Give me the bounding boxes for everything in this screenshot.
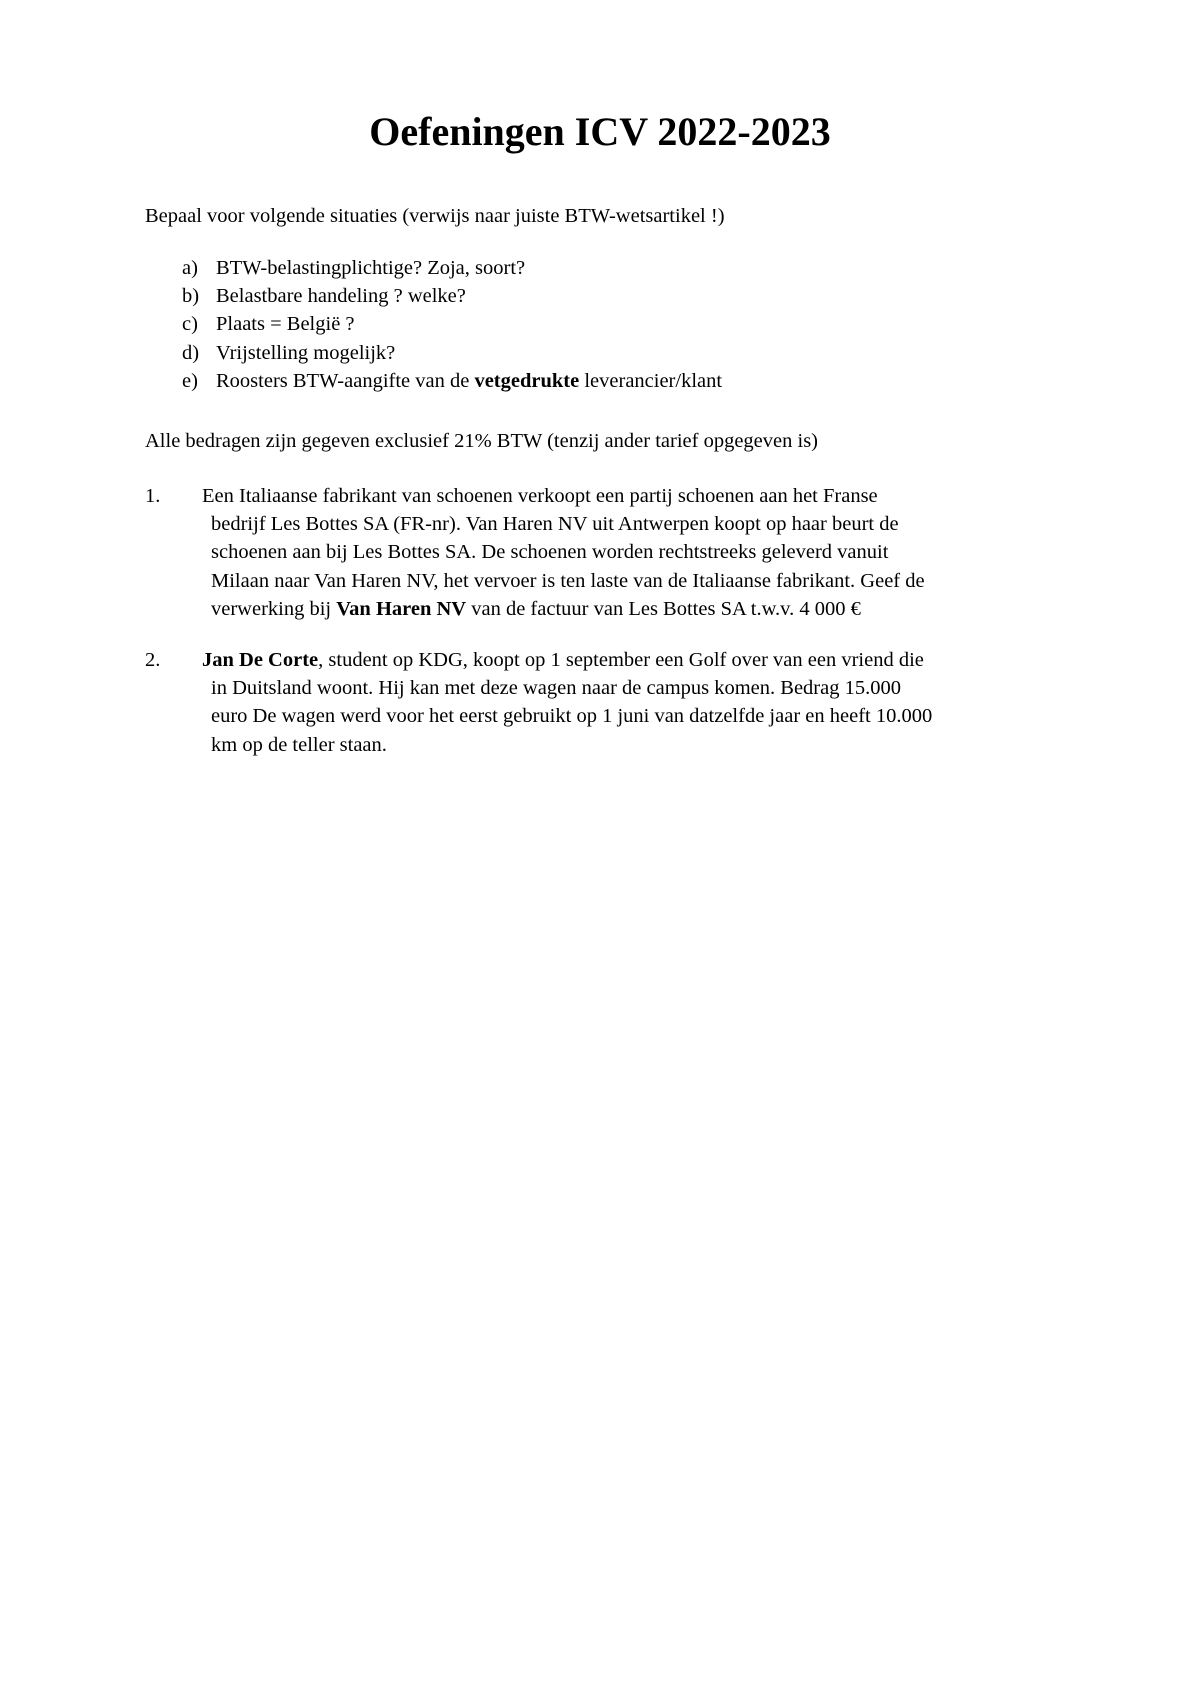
exercise-bold-text: Jan De Corte [202,649,319,671]
criteria-text: Roosters BTW-aangifte van de [216,369,475,392]
exercise-2 [145,646,1065,759]
criteria-text: Belastbare handeling ? welke? [216,285,466,308]
exercise-body [145,646,1065,759]
criteria-marker: e) [182,369,198,392]
criteria-item [182,282,722,310]
criteria-marker: d) [182,341,200,364]
exercise-text: van de factuur van Les Bottes SA t.w.v. 4 000 € [466,597,861,620]
exercise-text: verwerking bij [211,597,337,620]
criteria-text: Vrijstelling mogelijk? [216,341,396,364]
criteria-item [182,367,722,395]
exercise-line [202,646,1065,674]
exercise-line: bedrijf Les Bottes SA (FR-nr). Van Haren NV uit Antwerpen koopt op haar beurt de [211,513,899,536]
exercise-1 [145,482,1065,623]
exercise-bold-text: Van Haren NV [336,597,467,620]
document-title: Oefeningen ICV 2022-2023 [369,109,831,154]
exercise-line [202,595,1065,623]
criteria-text: BTW-belastingplichtige? Zoja, soort? [216,257,526,279]
intro-text: Bepaal voor volgende situaties (verwijs naar juiste BTW-wetsartikel !) [145,205,725,227]
criteria-marker: c) [182,313,198,336]
exercise-line: euro De wagen werd voor het eerst gebruikt op 1 juni van datzelfde jaar en heeft 10.000 [211,705,933,728]
exercise-line: Een Italiaanse fabrikant van schoenen verkoopt een partij schoenen aan het Franse [202,485,878,507]
criteria-item [182,310,722,338]
exercise-line: schoenen aan bij Les Bottes SA. De schoenen worden rechtstreeks geleverd vanuit [211,541,889,564]
criteria-bold-text: vetgedrukte [474,369,580,392]
criteria-marker: a) [182,257,198,279]
criteria-item [182,254,722,282]
exercise-number: 1. [145,485,161,507]
criteria-text: Plaats = België ? [216,313,355,336]
exercise-line: km op de teller staan. [211,733,387,756]
criteria-item [182,339,722,367]
criteria-list [182,254,722,395]
exercise-number: 2. [145,649,161,671]
exercise-text: , student op KDG, koopt op 1 september een Golf over van een vriend die [318,649,924,671]
vat-note: Alle bedragen zijn gegeven exclusief 21% BTW (tenzij ander tarief opgegeven is) [145,430,818,452]
exercise-line: in Duitsland woont. Hij kan met deze wagen naar de campus komen. Bedrag 15.000 [211,677,901,700]
exercise-body [145,482,1065,623]
criteria-marker: b) [182,285,200,308]
criteria-text: leverancier/klant [579,369,723,392]
exercise-line: Milaan naar Van Haren NV, het vervoer is ten laste van de Italiaanse fabrikant. Geef de [211,569,925,592]
